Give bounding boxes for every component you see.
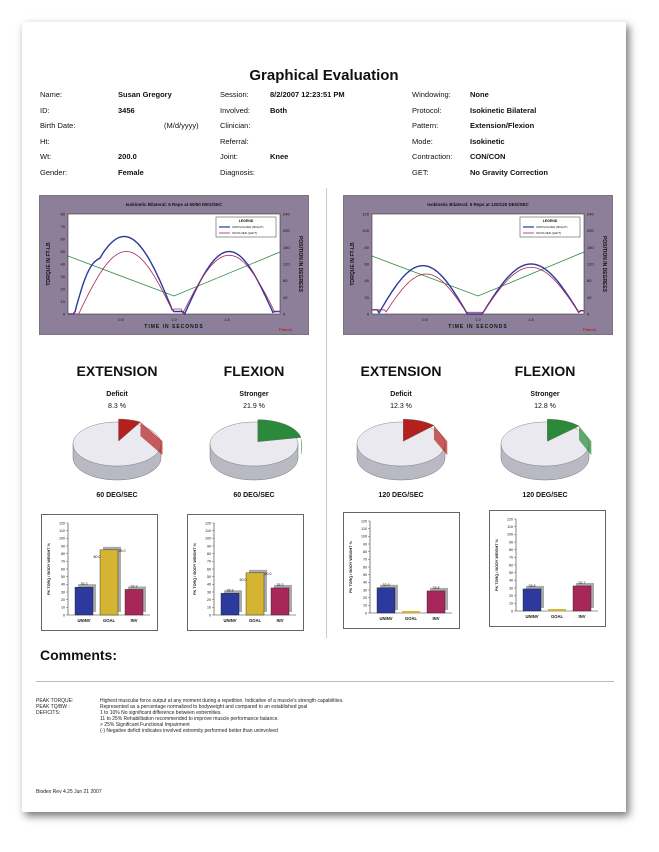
y-tick-label: 30 — [509, 586, 513, 591]
y-tick-label: 0 — [209, 613, 211, 618]
y-tick-label: 70 — [60, 224, 65, 229]
y-tick-label: 80 — [364, 244, 369, 250]
legend-entry: INVOLVED (LEFT) — [232, 231, 258, 235]
speed-label: 120 DEG/SEC — [378, 492, 424, 499]
y2-tick-label: 80 — [587, 278, 592, 284]
y-tick-label: 50 — [61, 574, 65, 579]
y-axis-label: TORQUE IN FT-LB — [46, 242, 52, 286]
y-tick-label: 0 — [365, 611, 367, 616]
bar-chart-ext-60-svg — [42, 515, 157, 630]
bar-data-label: 33.3 — [130, 584, 138, 589]
field-label: Pattern: — [412, 121, 439, 130]
summary-status: Stronger — [530, 391, 560, 398]
y-tick-label: 120 — [362, 211, 369, 217]
y2-tick-label: 200 — [283, 228, 290, 234]
pie-slice-side — [301, 437, 302, 455]
y-tick-label: 120 — [507, 517, 513, 522]
y-tick-label: 0 — [511, 609, 513, 614]
field-label: ID: — [40, 105, 50, 115]
bar-data-label: 28.3 — [226, 588, 234, 593]
category-label: GOAL — [404, 616, 418, 621]
bar-data-label: 36.3 — [80, 582, 88, 587]
field-value: No Gravity Correction — [470, 167, 548, 177]
category-label: INV — [130, 618, 138, 623]
y2-tick-label: 160 — [587, 244, 594, 250]
y-tick-label: 40 — [364, 278, 369, 284]
y-tick-label: 20 — [61, 597, 65, 602]
bar-inv — [125, 589, 143, 615]
summary-status: Deficit — [390, 391, 412, 398]
field-value: Both — [270, 105, 288, 115]
category-label: INV — [276, 618, 284, 623]
field-label: Ht: — [40, 136, 50, 146]
x-axis-label: TIME IN SECONDS — [448, 324, 508, 330]
y2-tick-label: 40 — [283, 294, 288, 300]
y-tick-label: 100 — [362, 228, 369, 234]
summary-percent: 12.3 % — [390, 403, 412, 410]
torque-chart-120-svg — [344, 196, 612, 334]
y-tick-label: 60 — [364, 261, 369, 267]
field-value: Extension/Flexion — [470, 121, 535, 130]
legend-title: LEGEND — [542, 219, 558, 223]
y-tick-label: 70 — [363, 557, 367, 562]
summary-status: Deficit — [106, 391, 128, 398]
legend-entry: UNINVOLVED (RIGHT) — [232, 225, 264, 229]
field-value: Isokinetic — [470, 136, 505, 146]
y-tick-label: 30 — [363, 588, 367, 593]
y-tick-label: 70 — [509, 555, 513, 560]
comments-label: Comments: — [40, 647, 118, 663]
y-tick-label: 0 — [366, 311, 369, 317]
glossary-text: (-) Negative deficit indicates involved extremity performed better than uninvolved — [100, 728, 278, 734]
y-tick-label: 0 — [63, 613, 65, 618]
category-label: UNINV — [223, 618, 237, 623]
field-label: Gender: — [40, 167, 68, 177]
bar-data-label: 50.0 — [239, 577, 247, 582]
report-page — [22, 22, 626, 812]
bar-uninv — [377, 588, 395, 613]
y-tick-label: 80 — [509, 547, 513, 552]
y2-tick-label: 240 — [283, 211, 290, 217]
y2-tick-label: 200 — [587, 228, 594, 234]
y2-tick-label: 40 — [587, 294, 592, 300]
field-label: Session: — [220, 90, 249, 99]
deficit-pie — [62, 414, 172, 484]
y-tick-label: 60 — [61, 567, 65, 572]
field-value: 8/2/2007 12:23:51 PM — [270, 90, 345, 99]
bar-data-label: 32.9 — [382, 582, 390, 587]
field-value: (M/d/yyyy) — [164, 121, 199, 130]
summary-percent: 21.9 % — [243, 403, 265, 410]
field-label: Contraction: — [412, 152, 453, 161]
bar-data-label: 60.0 — [264, 571, 272, 576]
y-tick-label: 20 — [364, 294, 369, 300]
bar-y-axis-label: PK TORQ / BODY WEIGHT % — [47, 543, 51, 595]
field-value: Susan Gregory — [118, 90, 172, 99]
legend-entry: UNINVOLVED (RIGHT) — [536, 225, 568, 229]
summary-heading: FLEXION — [514, 363, 576, 379]
line-chart-title: Isokinetic Bilateral: 5 Reps at 60/60 DEG/SEC — [125, 202, 223, 207]
bar-data-label: 35.3 — [276, 582, 284, 587]
bar-uninv — [523, 589, 541, 611]
x-tick-label: 1.5 — [528, 317, 534, 322]
bar-data-label: 80.0 — [93, 554, 101, 559]
field-label: Protocol: — [412, 105, 442, 115]
x-tick-label: 1.0 — [475, 317, 481, 322]
y-tick-label: 30 — [61, 590, 65, 595]
bar-y-axis-label: PK TORQ / BODY WEIGHT % — [193, 543, 197, 595]
y-tick-label: 50 — [363, 572, 367, 577]
y-tick-label: 50 — [509, 570, 513, 575]
category-label: INV — [578, 614, 586, 619]
field-value: 3456 — [118, 105, 135, 115]
y-tick-label: 60 — [60, 236, 65, 242]
bar-uninv — [75, 587, 93, 615]
y-tick-label: 120 — [361, 519, 367, 524]
field-label: Birth Date: — [40, 121, 76, 130]
filtered-label: Filtered — [582, 327, 596, 332]
y-tick-label: 110 — [507, 524, 513, 529]
speed-label: 60 DEG/SEC — [233, 492, 275, 499]
category-label: GOAL — [248, 618, 262, 623]
category-label: GOAL — [550, 614, 564, 619]
summary-heading: EXTENSION — [76, 363, 158, 379]
bar-chart-flex-120 — [489, 510, 606, 627]
y-tick-label: 50 — [207, 574, 211, 579]
bar-chart-flex-60 — [187, 514, 304, 631]
y-tick-label: 80 — [363, 549, 367, 554]
speed-label: 60 DEG/SEC — [96, 492, 138, 499]
bar-chart-ext-120-svg — [344, 513, 459, 628]
field-value: 200.0 — [118, 152, 137, 161]
field-value: Knee — [270, 152, 289, 161]
bar-inv — [573, 586, 591, 611]
field-label: Mode: — [412, 136, 433, 146]
x-tick-label: 1.0 — [171, 317, 177, 322]
comments-rule — [36, 681, 614, 682]
y2-tick-label: 160 — [283, 244, 290, 250]
bar-data-label: 95.0 — [118, 548, 126, 553]
y-tick-label: 20 — [207, 597, 211, 602]
field-value: None — [470, 90, 489, 99]
y-tick-label: 40 — [207, 582, 211, 587]
y-tick-label: 110 — [205, 528, 211, 533]
glossary-text: Highest muscular force output at any moment during a repetition. Indicative of a muscle's strength capabilities. — [100, 698, 344, 704]
y-tick-label: 40 — [363, 580, 367, 585]
x-tick-label: 1.5 — [224, 317, 230, 322]
field-value: Female — [118, 167, 144, 177]
y2-tick-label: 240 — [587, 211, 594, 217]
y-tick-label: 120 — [59, 521, 65, 526]
glossary-text: 1 to 10% No significant difference between extremities. — [100, 710, 222, 716]
y-tick-label: 90 — [509, 540, 513, 545]
summary-percent: 8.3 % — [108, 403, 126, 410]
field-label: Referral: — [220, 136, 249, 146]
y2-tick-label: 80 — [283, 278, 288, 284]
pie-top — [501, 422, 589, 466]
bar-goal — [402, 611, 420, 613]
category-label: UNINV — [525, 614, 539, 619]
bar-chart-flex-60-svg — [188, 515, 303, 630]
field-value: CON/CON — [470, 152, 506, 161]
field-label: Name: — [40, 90, 63, 99]
bar-inv — [427, 591, 445, 613]
glossary-text: Represented as a percentage normalized to bodyweight and compared to an established goal — [100, 704, 308, 710]
x-tick-label: 0.5 — [118, 317, 124, 322]
speed-label: 120 DEG/SEC — [522, 492, 568, 499]
y2-axis-label: POSITION IN DEGREES — [297, 235, 303, 293]
deficit-pie — [199, 414, 309, 484]
y-tick-label: 10 — [207, 605, 211, 610]
legend-entry: INVOLVED (LEFT) — [536, 231, 562, 235]
bar-y-axis-label: PK TORQ / BODY WEIGHT % — [349, 541, 353, 593]
y2-tick-label: 120 — [283, 261, 290, 267]
y-tick-label: 40 — [61, 582, 65, 587]
y-tick-label: 40 — [509, 578, 513, 583]
y-tick-label: 20 — [60, 286, 65, 292]
field-label: Windowing: — [412, 90, 451, 99]
y-tick-label: 110 — [361, 526, 367, 531]
field-label: Involved: — [220, 105, 251, 115]
y-tick-label: 100 — [59, 536, 65, 541]
bar-chart-flex-120-svg — [490, 511, 605, 626]
glossary-term: PEAK TORQUE: — [36, 698, 74, 704]
category-label: INV — [432, 616, 440, 621]
category-label: UNINV — [77, 618, 91, 623]
y-tick-label: 70 — [61, 559, 65, 564]
glossary-text: 11 to 25% Rehabilitation recommended to improve muscle performance balance. — [100, 716, 279, 722]
y-tick-label: 100 — [205, 536, 211, 541]
y2-tick-label: 120 — [587, 261, 594, 267]
y-tick-label: 110 — [59, 528, 65, 533]
bar-uninv — [221, 593, 239, 615]
y-tick-label: 60 — [509, 563, 513, 568]
field-label: Diagnosis: — [220, 167, 256, 177]
y2-axis-label: POSITION IN DEGREES — [601, 235, 607, 293]
deficit-pie — [346, 414, 456, 484]
y2-tick-label: 0 — [283, 311, 286, 317]
glossary-term: DEFICITS: — [36, 710, 61, 716]
y-tick-label: 10 — [61, 605, 65, 610]
summary-percent: 12.8 % — [534, 403, 556, 410]
field-label: Wt: — [40, 152, 52, 161]
bar-chart-ext-60 — [41, 514, 158, 631]
y-tick-label: 50 — [60, 249, 65, 254]
y2-tick-label: 0 — [587, 311, 590, 317]
y-tick-label: 120 — [205, 521, 211, 526]
filtered-label: Filtered — [278, 327, 292, 332]
y-tick-label: 80 — [61, 551, 65, 556]
deficit-pie — [490, 414, 600, 484]
y-tick-label: 80 — [60, 211, 65, 217]
y-tick-label: 100 — [507, 532, 513, 537]
y-tick-label: 10 — [363, 603, 367, 608]
bar-goal — [100, 550, 118, 615]
y-tick-label: 90 — [207, 544, 211, 549]
legend-title: LEGEND — [238, 219, 254, 223]
field-label: GET: — [412, 167, 429, 177]
y-tick-label: 60 — [207, 567, 211, 572]
bar-goal — [548, 609, 566, 611]
summary-heading: FLEXION — [223, 363, 285, 379]
y-tick-label: 100 — [361, 534, 367, 539]
y-tick-label: 30 — [60, 274, 65, 279]
glossary-term: PEAK TQ/BW : — [36, 704, 70, 710]
y-tick-label: 60 — [363, 565, 367, 570]
y-tick-label: 10 — [509, 601, 513, 606]
field-label: Clinician: — [220, 121, 251, 130]
y-tick-label: 70 — [207, 559, 211, 564]
bar-data-label: 28.8 — [528, 583, 536, 588]
y-tick-label: 80 — [207, 551, 211, 556]
y-tick-label: 90 — [363, 542, 367, 547]
category-label: GOAL — [102, 618, 116, 623]
y-tick-label: 20 — [363, 595, 367, 600]
pie-top — [357, 422, 445, 466]
y-axis-label: TORQUE IN FT-LB — [350, 242, 356, 286]
torque-chart-120 — [343, 195, 613, 335]
bar-goal — [246, 573, 264, 615]
y-tick-label: 30 — [207, 590, 211, 595]
bar-data-label: 28.8 — [432, 585, 440, 590]
version-label: Biodex Rev 4.25 Jun 21 2007 — [36, 789, 102, 795]
bar-y-axis-label: PK TORQ / BODY WEIGHT % — [495, 539, 499, 591]
page-title: Graphical Evaluation — [249, 67, 399, 84]
y-tick-label: 90 — [61, 544, 65, 549]
y-tick-label: 0 — [62, 311, 65, 317]
column-divider — [326, 188, 327, 638]
line-chart-title: Isokinetic Bilateral: 5 Reps at 120/120 DEG/SEC — [427, 202, 529, 207]
torque-chart-60-svg — [40, 196, 308, 334]
bar-inv — [271, 588, 289, 615]
summary-status: Stronger — [239, 391, 269, 398]
summary-heading: EXTENSION — [360, 363, 442, 379]
field-label: Joint: — [220, 152, 238, 161]
bar-data-label: 32.7 — [578, 580, 586, 585]
field-value: Isokinetic Bilateral — [470, 105, 537, 115]
category-label: UNINV — [379, 616, 393, 621]
bar-chart-ext-120 — [343, 512, 460, 629]
y-tick-label: 10 — [60, 299, 65, 304]
x-tick-label: 0.5 — [422, 317, 428, 322]
torque-chart-60 — [39, 195, 309, 335]
glossary-text: > 25% Significant Functional Impairment — [100, 722, 190, 728]
y-tick-label: 40 — [60, 261, 65, 267]
x-axis-label: TIME IN SECONDS — [144, 324, 204, 330]
y-tick-label: 20 — [509, 593, 513, 598]
